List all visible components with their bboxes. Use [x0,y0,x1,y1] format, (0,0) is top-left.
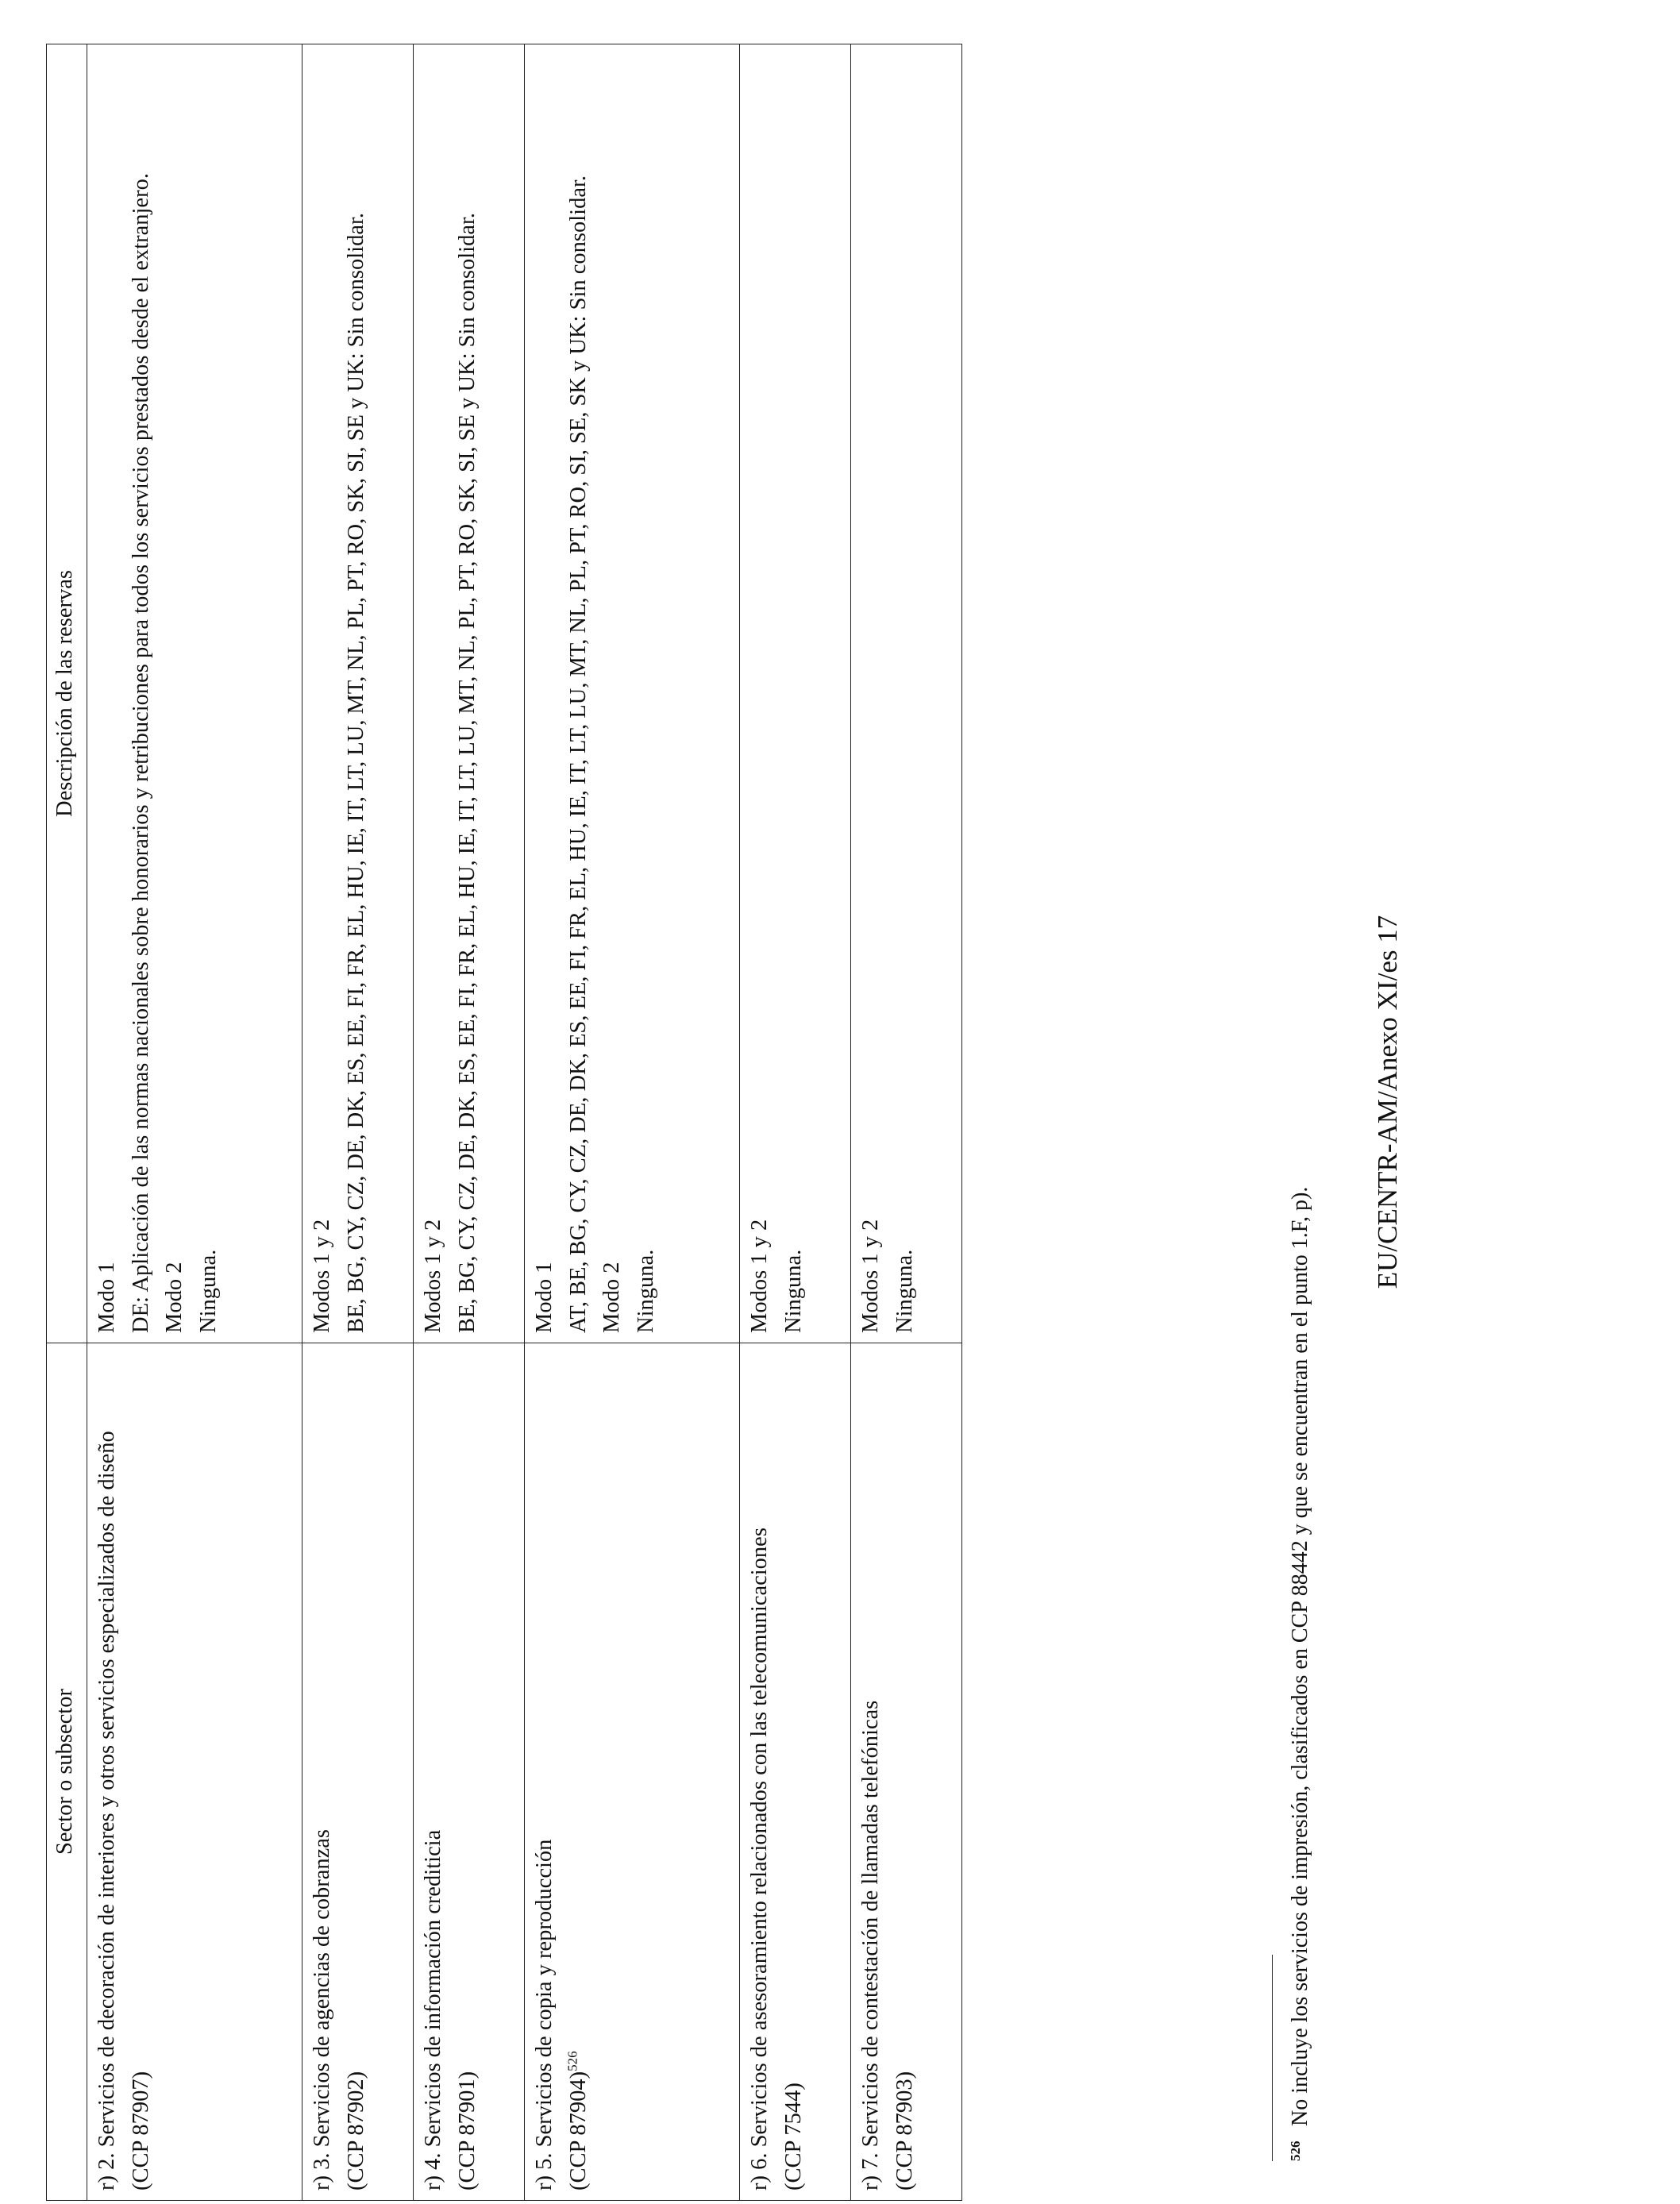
description-cell [524,44,739,1343]
reservation-text: BE, BG, CY, CZ, DE, DK, ES, EE, FI, FR, EL, HU, IE, IT, LT, LU, MT, NL, PL, PT, RO, SK, SI, SE y UK: Sin consolidar. [454,212,480,1333]
sector-code: (CCP 87901) [454,2071,480,2191]
reservation-text: DE: Aplicación de las normas nacionales sobre honorarios y retribuciones para todos los servicios prestados desde el extranjero. [128,173,153,1333]
mode-label: Modo 1 [531,1262,557,1333]
reservation-text: Ninguna. [780,1249,806,1333]
mode-label: Modos 1 y 2 [420,1219,445,1333]
sector-title: r) 6. Servicios de asesoramiento relacionados con las telecomunicaciones [746,1528,772,2191]
sector-cell [413,1343,524,2201]
mode-label: Modo 1 [94,1262,119,1333]
footnote-reference[interactable]: 526 [564,2051,580,2071]
sector-code [565,1353,592,2191]
reservation-text: AT, BE, BG, CY, CZ, DE, DK, ES, EE, FI, FR, EL, HU, IE, IT, LT, LU, MT, NL, PL, PT, RO, SI, SE, SK y UK: Sin consolidar. [565,175,591,1333]
reservation-text: Ninguna. [892,1249,917,1333]
mode-label: Modos 1 y 2 [309,1219,334,1333]
description-cell [739,44,850,1343]
reservation-text: Ninguna. [633,1249,658,1333]
sector-cell [302,1343,413,2201]
table-row [524,44,739,2201]
sector-code: (CCP 87907) [128,2071,153,2191]
sector-cell [524,1343,739,2201]
footnote-text: No incluye los servicios de impresión, clasificados en CCP 88442 y que se encuentran en el punto 1.F, p). [1288,1186,1312,2126]
mode-label: Modos 1 y 2 [857,1219,883,1333]
footnote-number: 526 [1288,2140,1303,2161]
sector-title: r) 7. Servicios de contestación de llamadas telefónicas [857,1700,883,2191]
sector-title: r) 3. Servicios de agencias de cobranzas [309,1828,334,2191]
reservations-table [46,44,962,2201]
description-cell [850,44,961,1343]
table-row [87,44,302,2201]
table-row [413,44,524,2201]
page-footer: EU/CENTR-AM/Anexo XI/es 17 [1372,915,1403,1289]
table-row [850,44,961,2201]
table-row [739,44,850,2201]
sector-code-text: (CCP 87904) [565,2071,591,2191]
sector-title: r) 2. Servicios de decoración de interiores y otros servicios especializados de diseño [94,1431,119,2191]
sector-cell [87,1343,302,2201]
mode-label: Modo 2 [599,1262,625,1333]
footnote-separator [1272,1955,1273,2161]
sector-code: (CCP 7544) [780,2083,806,2191]
sector-cell [739,1343,850,2201]
sector-title: r) 4. Servicios de información crediticia [420,1829,445,2191]
description-cell [413,44,524,1343]
reservation-text: BE, BG, CY, CZ, DE, DK, ES, EE, FI, FR, EL, HU, IE, IT, LT, LU, MT, NL, PL, PT, RO, SK, SI, SE y UK: Sin consolidar. [343,212,368,1333]
header-sector: Sector o subsector [47,1343,87,2201]
sector-title: r) 5. Servicios de copia y reproducción [531,1839,557,2191]
reservations-table-wrapper [46,44,962,2201]
table-header-row [47,44,87,2201]
sector-cell [850,1343,961,2201]
footnote [1288,1187,1313,2161]
sector-code: (CCP 87902) [343,2071,368,2191]
table-row [302,44,413,2201]
sector-code: (CCP 87903) [892,2071,917,2191]
header-description: Descripción de las reservas [47,44,87,1343]
mode-label: Modos 1 y 2 [746,1219,772,1333]
reservation-text: Ninguna. [195,1249,221,1333]
description-cell [302,44,413,1343]
mode-label: Modo 2 [162,1262,187,1333]
description-cell [87,44,302,1343]
